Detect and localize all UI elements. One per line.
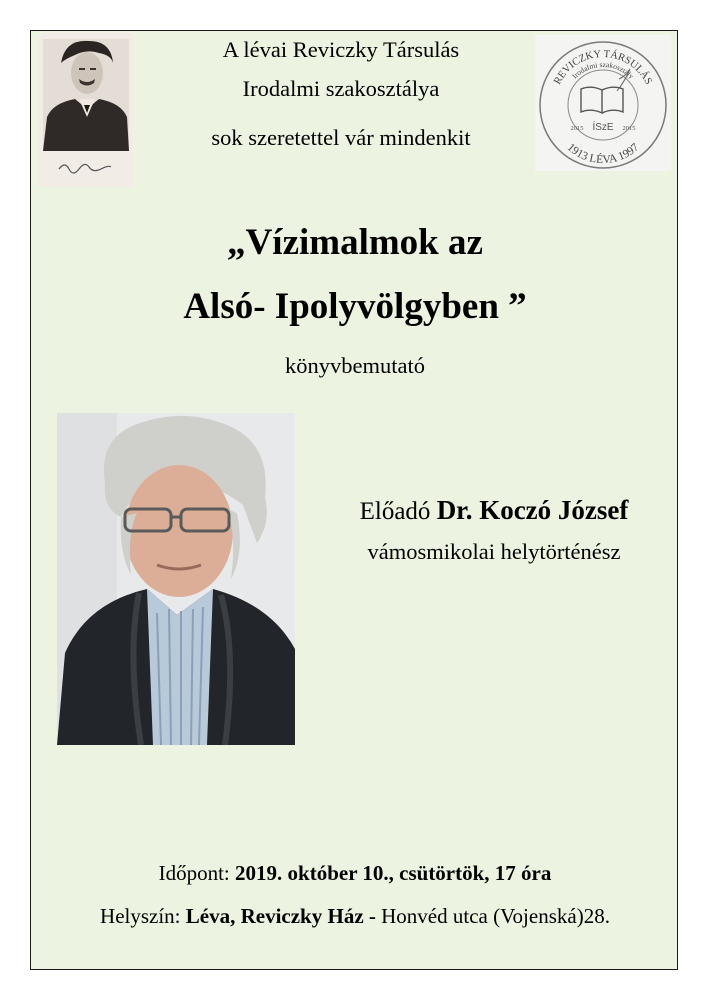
society-seal-logo xyxy=(535,35,671,171)
place-label: Helyszín: xyxy=(100,904,181,928)
place-address: Honvéd utca (Vojenská)28. xyxy=(381,904,610,928)
seal-drawing xyxy=(535,35,671,171)
poster xyxy=(30,30,678,970)
presenter-name: Dr. Koczó József xyxy=(436,495,629,525)
presenter-label: Előadó xyxy=(359,498,431,525)
portrait-drawing xyxy=(39,33,133,187)
presenter-photo xyxy=(57,413,295,745)
presenter-role: vámosmikolai helytörténész xyxy=(367,539,621,564)
event-time xyxy=(31,861,679,886)
event-place xyxy=(31,904,679,929)
seal-abbreviation: ÍSzE xyxy=(592,122,614,133)
organization-section: Irodalmi szakosztálya xyxy=(242,76,440,101)
seal-bottom-text: 1913 LÉVA 1997 xyxy=(564,141,642,167)
portrait-image xyxy=(39,33,133,187)
invitation-text: sok szeretettel vár mindenkit xyxy=(211,125,471,150)
event-title-line1: „Vízimalmok az xyxy=(227,222,483,263)
event-title-line2: Alsó- Ipolyvölgyben ” xyxy=(183,286,527,327)
event-subtitle: könyvbemutató xyxy=(285,353,425,378)
organization-name: A lévai Reviczky Társulás xyxy=(222,37,460,62)
seal-year-right: 2015 xyxy=(622,125,636,132)
time-label: Időpont: xyxy=(158,861,230,885)
place-name: Léva, Reviczky Ház - xyxy=(185,904,376,928)
presenter-photo-drawing xyxy=(57,413,295,745)
seal-top-text: REVICZKY TÁRSULÁS xyxy=(552,48,654,87)
seal-middle-text: Irodalmi szakosztály xyxy=(570,59,636,81)
presenter-line xyxy=(309,495,679,526)
time-value: 2019. október 10., csütörtök, 17 óra xyxy=(235,861,552,885)
seal-year-left: 2015 xyxy=(570,125,584,132)
